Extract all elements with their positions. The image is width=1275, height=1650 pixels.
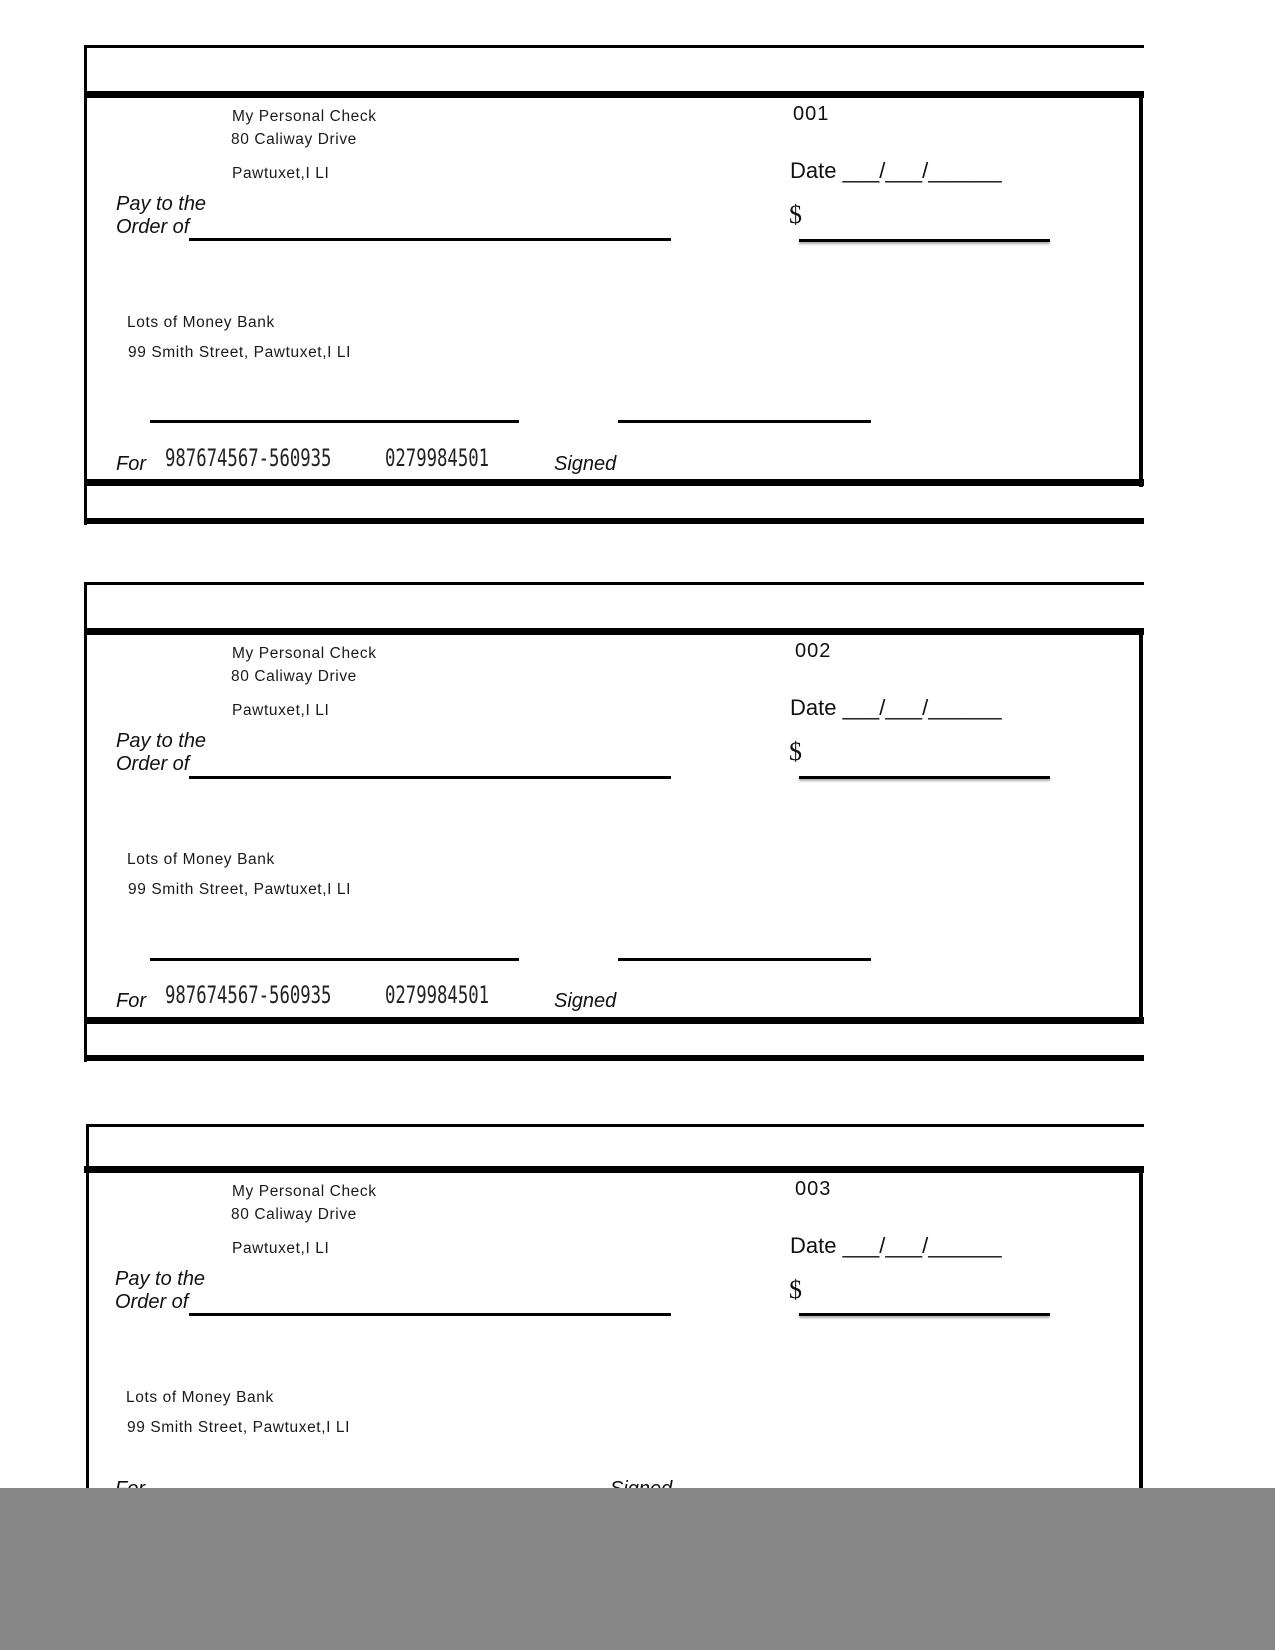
- frame-bottom-line: [84, 1055, 1144, 1061]
- frame-right-line: [1139, 1166, 1143, 1496]
- owner-street: 80 Caliway Drive: [231, 668, 357, 685]
- owner-city: Pawtuxet,I LI: [232, 1240, 330, 1257]
- order-of-label: Order of: [116, 216, 190, 238]
- owner-name: My Personal Check: [232, 645, 377, 662]
- payee-line[interactable]: [189, 1313, 671, 1316]
- amount-line[interactable]: [799, 1313, 1050, 1316]
- for-label: For: [116, 990, 146, 1012]
- payee-line[interactable]: [189, 776, 671, 779]
- signed-label: Signed: [554, 990, 617, 1012]
- bank-name: Lots of Money Bank: [126, 1389, 274, 1406]
- check-number: 001: [793, 103, 830, 125]
- check-number: 002: [795, 640, 832, 662]
- owner-name: My Personal Check: [232, 108, 377, 125]
- order-of-label: Order of: [115, 1291, 189, 1313]
- owner-street: 80 Caliway Drive: [231, 131, 357, 148]
- frame-left-line: [86, 1124, 89, 1524]
- frame-top-line: [84, 582, 1144, 585]
- bank-name: Lots of Money Bank: [127, 851, 275, 868]
- signed-label: Signed: [554, 453, 617, 475]
- date-field[interactable]: Date ___/___/______: [790, 1233, 1002, 1258]
- bank-address: 99 Smith Street, Pawtuxet,I LI: [127, 1419, 351, 1436]
- frame-right-line: [1139, 628, 1143, 1024]
- date-field[interactable]: Date ___/___/______: [790, 695, 1002, 720]
- frame-thick-bottom: [84, 1017, 1144, 1024]
- routing-account-number: 987674567-560935: [165, 981, 332, 1009]
- owner-city: Pawtuxet,I LI: [232, 702, 330, 719]
- check-code-number: 0279984501: [385, 981, 490, 1009]
- owner-city: Pawtuxet,I LI: [232, 165, 330, 182]
- check-code-number: 0279984501: [385, 444, 490, 472]
- bank-name: Lots of Money Bank: [127, 314, 275, 331]
- gray-overlay: [0, 1488, 1275, 1650]
- frame-left-line: [84, 582, 87, 1062]
- for-label: For: [116, 453, 146, 475]
- dollar-sign: $: [789, 1275, 802, 1304]
- check-number: 003: [795, 1178, 832, 1200]
- pay-to-label: Pay to the: [116, 193, 207, 215]
- bank-address: 99 Smith Street, Pawtuxet,I LI: [128, 881, 352, 898]
- date-field[interactable]: Date ___/___/______: [790, 158, 1002, 183]
- memo-line[interactable]: [150, 958, 519, 961]
- amount-line[interactable]: [799, 776, 1050, 779]
- dollar-sign: $: [789, 737, 802, 766]
- pay-to-label: Pay to the: [116, 730, 207, 752]
- signature-line[interactable]: [618, 958, 871, 961]
- frame-top-line: [86, 1124, 1144, 1127]
- dollar-sign: $: [789, 200, 802, 229]
- owner-street: 80 Caliway Drive: [231, 1206, 357, 1223]
- owner-name: My Personal Check: [232, 1183, 377, 1200]
- frame-thick-top: [84, 1166, 1144, 1173]
- pay-to-label: Pay to the: [115, 1268, 206, 1290]
- frame-thick-top: [84, 628, 1144, 635]
- order-of-label: Order of: [116, 753, 190, 775]
- routing-account-number: 987674567-560935: [165, 444, 332, 472]
- bank-address: 99 Smith Street, Pawtuxet,I LI: [128, 344, 352, 361]
